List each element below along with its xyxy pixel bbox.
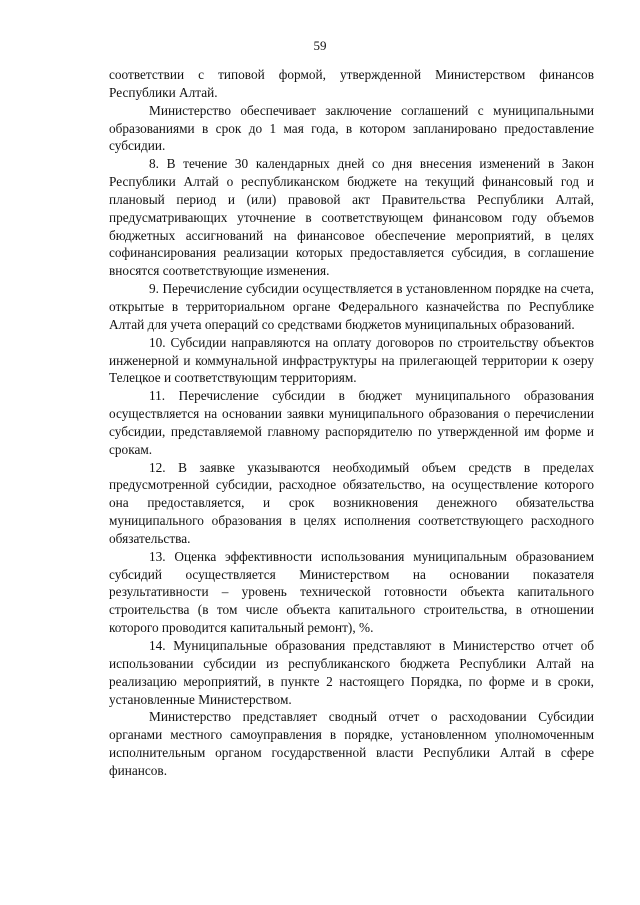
page-number: 59 <box>313 38 327 53</box>
paragraph-item-12: 12. В заявке указываются необходимый объем средств в пределах предусмотренной субсидии, расходное обязательство, на осуществление которого она предоставляется, и срок возникновения денежного обязательства муниципального образования в целях исполнения соответствующего расходного обязательства. <box>109 459 594 546</box>
paragraph-summary-report: Министерство представляет сводный отчет о расходовании Субсидии органами местного самоуправления в порядке, установленном уполномоченным исполнительным органом государственной власти Республики Алтай в сфере финансов. <box>109 709 594 778</box>
paragraph-item-13: 13. Оценка эффективности использования муниципальным образованием субсидий осуществляется Министерством на основании показателя результативности – уровень технической готовности объекта капитального строительства (в том числе объекта капитального строительства, в отношении которого проводится капитальный ремонт), %. <box>109 548 594 636</box>
paragraph-item-14: 14. Муниципальные образования представляют в Министерство отчет об использовании субсидии из республиканского бюджета Республики Алтай на реализацию мероприятий, в пункте 2 настоящего Порядка, по форме и в сроки, установленные Министерством. <box>109 638 594 707</box>
paragraph-item-9: 9. Перечисление субсидии осуществляется в установленном порядке на счета, открытые в территориальном органе Федерального казначейства по Республике Алтай для учета операций со средствами бюджетов муниципальных образований. <box>109 281 594 332</box>
paragraph-item-11: 11. Перечисление субсидии в бюджет муниципального образования осуществляется на основании заявки муниципального образования о перечислении субсидии, представляемой главному распорядителю по утвержденной им форме и срокам. <box>109 388 594 457</box>
paragraph-item-10: 10. Субсидии направляются на оплату договоров по строительству объектов инженерной и коммунальной инфраструктуры на прилегающей территории к озеру Телецкое и соответствующим территориям. <box>109 334 594 386</box>
document-body <box>109 66 594 780</box>
paragraph-continuation: соответствии с типовой формой, утвержденной Министерством финансов Республики Алтай. <box>109 67 594 100</box>
paragraph-item-8: 8. В течение 30 календарных дней со дня внесения изменений в Закон Республики Алтай о республиканском бюджете на текущий финансовый год и плановый период и (или) правовой акт Правительства Республики Алтай, предусматривающих уточнение в соответствующем финансовом году объемов бюджетных ассигнований на финансовое обеспечение мероприятий, в целях софинансирования реализации которых предоставляется субсидия, в соглашение вносятся соответствующие изменения. <box>109 156 594 279</box>
paragraph-agreement-deadline: Министерство обеспечивает заключение соглашений с муниципальными образованиями в срок до 1 мая года, в котором запланировано предоставление субсидии. <box>109 102 594 154</box>
